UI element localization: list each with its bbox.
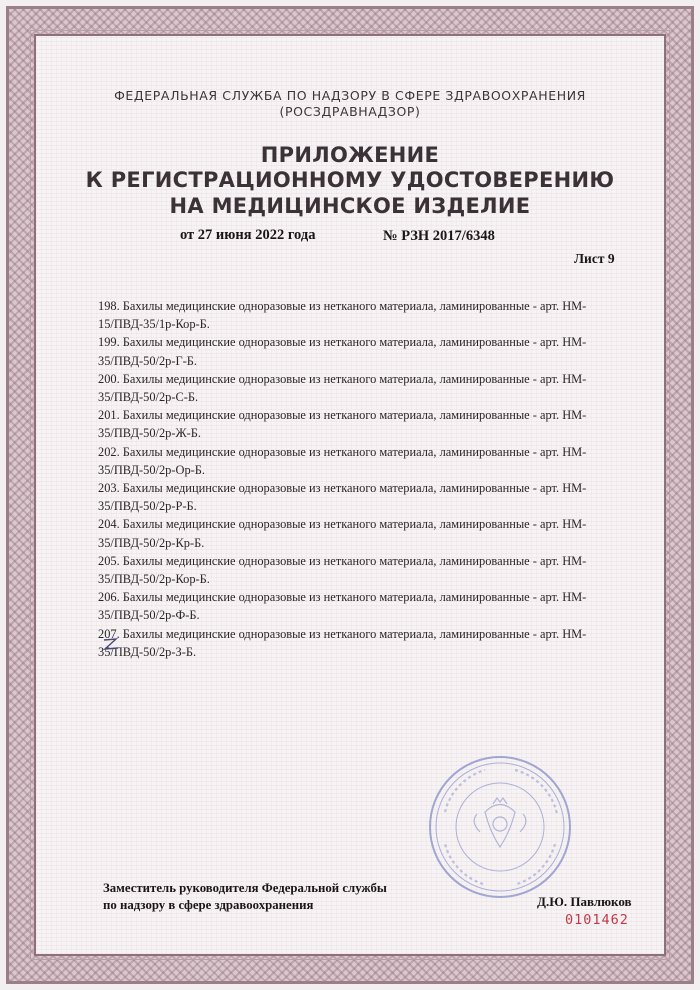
document-title-line1: ПРИЛОЖЕНИЕ	[260, 143, 440, 167]
item-text-cont: 35/ПВД-50/2р-Г-Б.	[98, 353, 198, 368]
document-title-line2: К РЕГИСТРАЦИОННОМУ УДОСТОВЕРЕНИЮ	[85, 168, 615, 192]
item-text: 207. Бахилы медицинские одноразовые из нетканого материала, ламинированные - арт. НМ-	[98, 626, 587, 641]
list-item	[98, 479, 638, 515]
item-text-cont: 35/ПВД-50/2р-Ор-Б.	[98, 462, 205, 477]
item-text-cont: 35/ПВД-50/2р-Кор-Б.	[98, 572, 210, 587]
signatory-position	[103, 880, 387, 914]
item-text: 199. Бахилы медицинские одноразовые из нетканого материала, ламинированные - арт. НМ-	[98, 335, 587, 350]
signatory-position-line2: по надзору в сфере здравоохранения	[103, 898, 314, 912]
item-text-cont: 35/ПВД-50/2р-Кр-Б.	[98, 535, 205, 550]
item-text-cont: 35/ПВД-50/2р-З-Б.	[98, 644, 197, 659]
item-text: 198. Бахилы медицинские одноразовые из нетканого материала, ламинированные - арт. НМ-	[98, 299, 587, 313]
item-list	[98, 297, 638, 661]
item-text: 200. Бахилы медицинские одноразовые из нетканого материала, ламинированные - арт. НМ-	[98, 371, 587, 386]
item-text-cont: 15/ПВД-35/1р-Кор-Б.	[98, 317, 210, 332]
item-text: 204. Бахилы медицинские одноразовые из нетканого материала, ламинированные - арт. НМ-	[98, 517, 587, 532]
signatory-position-line1: Заместитель руководителя Федеральной службы	[103, 881, 387, 895]
item-text: 201. Бахилы медицинские одноразовые из нетканого материала, ламинированные - арт. НМ-	[98, 408, 587, 423]
item-text: 206. Бахилы медицинские одноразовые из нетканого материала, ламинированные - арт. НМ-	[98, 590, 587, 605]
registration-number: № РЗН 2017/6348	[383, 228, 495, 244]
list-item	[98, 333, 638, 369]
list-item	[98, 515, 638, 551]
document-title-line3: НА МЕДИЦИНСКОЕ ИЗДЕЛИЕ	[169, 194, 531, 218]
signatory-name: Д.Ю. Павлюков	[537, 894, 632, 909]
document-date: от 27 июня 2022 года	[180, 227, 316, 243]
official-seal-icon	[425, 752, 575, 902]
handwritten-mark-icon	[102, 636, 122, 654]
list-item	[98, 406, 638, 442]
item-text-cont: 35/ПВД-50/2р-Ф-Б.	[98, 608, 200, 623]
item-text: 205. Бахилы медицинские одноразовые из нетканого материала, ламинированные - арт. НМ-	[98, 553, 587, 568]
agency-abbrev: (РОСЗДРАВНАДЗОР)	[279, 104, 421, 119]
sheet-number: Лист 9	[574, 251, 615, 266]
item-text-cont: 35/ПВД-50/2р-С-Б.	[98, 390, 199, 405]
agency-name: ФЕДЕРАЛЬНАЯ СЛУЖБА ПО НАДЗОРУ В СФЕРЕ ЗДРАВООХРАНЕНИЯ	[114, 88, 586, 103]
item-text-cont: 35/ПВД-50/2р-Ж-Б.	[98, 426, 201, 441]
item-text: 203. Бахилы медицинские одноразовые из нетканого материала, ламинированные - арт. НМ-	[98, 481, 587, 496]
item-text-cont: 35/ПВД-50/2р-Р-Б.	[98, 499, 197, 514]
list-item	[98, 443, 638, 479]
serial-number: 0101462	[565, 912, 629, 928]
list-item	[98, 552, 638, 588]
list-item	[98, 297, 638, 333]
list-item	[98, 625, 638, 661]
list-item	[98, 370, 638, 406]
item-text: 202. Бахилы медицинские одноразовые из нетканого материала, ламинированные - арт. НМ-	[98, 444, 587, 459]
list-item	[98, 588, 638, 624]
